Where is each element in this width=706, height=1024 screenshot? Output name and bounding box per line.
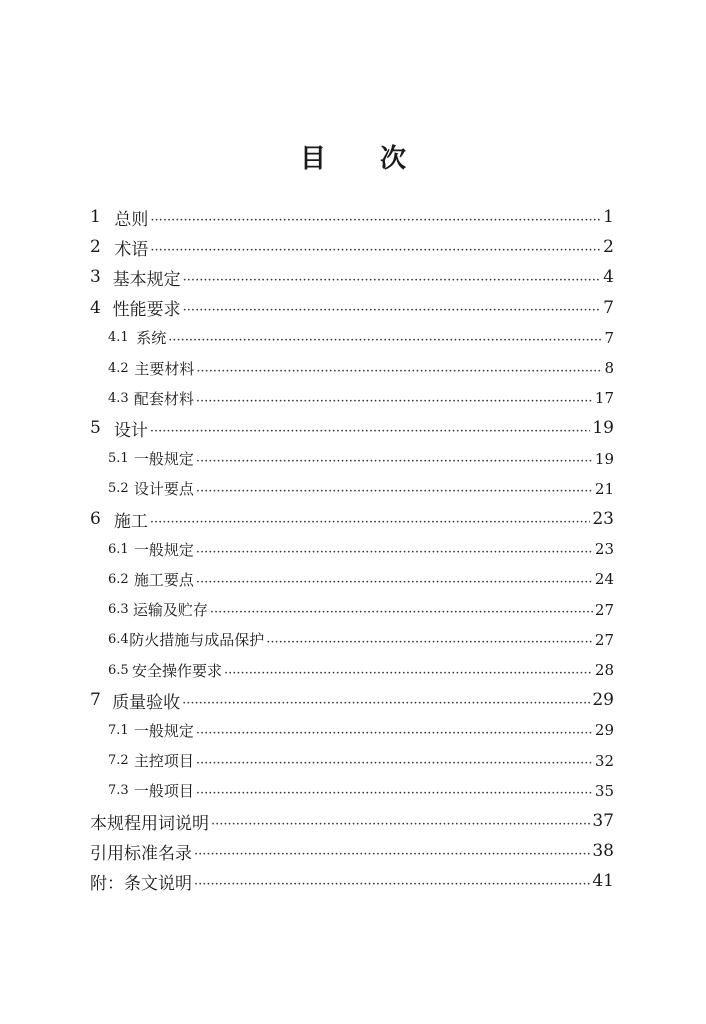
toc-dot-leader (194, 877, 590, 892)
toc-entry[interactable] (108, 564, 614, 594)
toc-entry[interactable] (108, 746, 614, 776)
toc-dot-leader (194, 847, 590, 862)
toc-entry-title: 质量验收 (112, 692, 181, 713)
toc-entry-title: 主控项目 (133, 752, 194, 771)
toc-entry[interactable] (108, 323, 614, 353)
toc-entry-title: 性能要求 (112, 300, 181, 321)
toc-entry-number: 4 (90, 297, 101, 318)
toc-entry-page-number: 24 (594, 570, 614, 589)
toc-dot-leader (196, 454, 593, 469)
toc-entry-number: 4.2 (108, 360, 129, 376)
toc-entry-number: 6.2 (108, 571, 129, 587)
toc-entry-number: 6.1 (108, 541, 129, 557)
toc-entry-page-number: 29 (594, 721, 614, 740)
toc-entry-title: 基本规定 (112, 269, 181, 290)
toc-entry-title: 安全操作要求 (131, 661, 222, 680)
toc-entry[interactable] (108, 383, 614, 413)
toc-entry-title: 配套材料 (133, 389, 194, 408)
toc-entry-number: 4.3 (108, 390, 129, 406)
toc-entry-number: 2 (90, 237, 101, 258)
toc-entry-number: 5.2 (108, 481, 129, 497)
toc-entry[interactable] (108, 444, 614, 474)
toc-dot-leader (196, 545, 593, 560)
toc-entry[interactable] (90, 293, 614, 323)
toc-entry-title: 运输及贮存 (132, 601, 208, 620)
toc-entry[interactable] (108, 353, 614, 383)
toc-dot-leader (150, 515, 591, 530)
toc-dot-leader (196, 756, 593, 771)
toc-entry-page-number: 21 (594, 479, 614, 498)
toc-entry[interactable] (90, 806, 614, 836)
toc-entry-page-number: 8 (604, 359, 614, 377)
toc-entry-title: 设计要点 (133, 480, 194, 499)
toc-entry[interactable] (90, 232, 614, 262)
toc-entry[interactable] (108, 474, 614, 504)
toc-dot-leader (196, 786, 593, 801)
toc-entry-page-number: 2 (603, 237, 614, 258)
toc-entry-title: 一般项目 (133, 782, 194, 801)
toc-entry-title: 引用标准名录 (90, 843, 192, 864)
toc-entry-title: 系统 (136, 329, 167, 348)
toc-entry-title: 附：条文说明 (90, 873, 192, 894)
toc-dot-leader (210, 605, 593, 620)
page-title (0, 138, 706, 175)
toc-entry-number: 7.3 (108, 783, 129, 799)
toc-entry-page-number: 38 (592, 841, 614, 862)
toc-dot-leader (224, 666, 593, 681)
toc-dot-leader (183, 273, 602, 288)
toc-entry-number: 1 (90, 207, 101, 227)
toc-entry-page-number: 7 (603, 297, 614, 318)
toc-entry-page-number: 28 (594, 661, 614, 679)
toc-dot-leader (150, 213, 601, 228)
toc-entry-page-number: 32 (594, 751, 614, 770)
toc-entry[interactable] (90, 413, 614, 443)
toc-entry-title: 主要材料 (134, 359, 195, 378)
page-title-char-2: 次 (380, 144, 407, 174)
toc-entry[interactable] (90, 836, 614, 866)
toc-entry[interactable] (108, 715, 614, 745)
toc-entry-page-number: 1 (603, 207, 614, 227)
toc-entry-number: 5.1 (108, 451, 129, 467)
toc-entry-page-number: 23 (594, 540, 614, 559)
toc-dot-leader (150, 243, 601, 258)
toc-entry-page-number: 35 (594, 781, 614, 800)
toc-entry-number: 7.1 (108, 722, 129, 738)
toc-entry-title: 一般规定 (133, 540, 194, 559)
toc-dot-leader (183, 303, 602, 318)
toc-entry-title: 设计 (113, 420, 148, 441)
toc-entry[interactable] (90, 202, 614, 232)
toc-entry-number: 3 (90, 267, 101, 288)
toc-entry-page-number: 37 (592, 811, 614, 831)
toc-dot-leader (196, 364, 602, 379)
toc-entry[interactable] (90, 685, 614, 715)
toc-entry-title: 一般规定 (133, 450, 194, 469)
toc-dot-leader (150, 424, 591, 439)
toc-entry[interactable] (90, 262, 614, 292)
toc-entry-page-number: 29 (592, 690, 614, 711)
toc-entry-number: 4.1 (108, 330, 129, 346)
toc-entry-number: 6 (90, 509, 101, 529)
toc-dot-leader (168, 333, 602, 348)
toc-dot-leader (211, 817, 590, 832)
toc-entry[interactable] (108, 625, 614, 655)
toc-entry-page-number: 4 (603, 267, 614, 288)
toc-entry-title: 总则 (114, 209, 149, 230)
toc-entry-page-number: 23 (592, 509, 614, 529)
toc-entry-number: 6.4 (108, 632, 129, 648)
toc-dot-leader (196, 394, 593, 409)
page-title-char-1: 目 (299, 144, 326, 174)
toc-dot-leader (182, 696, 590, 711)
toc-entry[interactable] (90, 504, 614, 534)
toc-entry-number: 5 (90, 418, 101, 439)
toc-dot-leader (196, 726, 593, 741)
toc-entry-title: 一般规定 (133, 721, 194, 740)
toc-entry-number: 6.5 (108, 662, 129, 678)
toc-entry-number: 6.3 (108, 602, 129, 618)
toc-entry[interactable] (108, 776, 614, 806)
toc-entry-number: 7 (90, 690, 101, 711)
toc-entry-page-number: 19 (592, 418, 614, 439)
toc-dot-leader (196, 484, 593, 499)
toc-entry-page-number: 7 (604, 328, 614, 347)
toc-entry-page-number: 19 (594, 449, 614, 468)
toc-entry[interactable] (108, 655, 614, 685)
toc-dot-leader (196, 575, 593, 590)
toc-entry[interactable] (108, 595, 614, 625)
toc-entry-title: 施工要点 (133, 570, 194, 589)
toc-entry-page-number: 17 (594, 389, 614, 408)
toc-entry-title: 术语 (114, 239, 149, 260)
toc-entry-title: 本规程用词说明 (90, 813, 209, 834)
toc-entry[interactable] (108, 534, 614, 564)
toc-dot-leader (266, 635, 593, 650)
toc-entry-page-number: 27 (594, 630, 614, 649)
toc-entry-page-number: 27 (594, 600, 614, 619)
toc-entry-page-number: 41 (592, 871, 614, 892)
toc-entry-title: 防火措施与成品保护 (129, 631, 265, 650)
toc-entry-title: 施工 (113, 511, 148, 532)
toc-entry-number: 7.2 (108, 753, 129, 769)
toc-entry[interactable] (90, 866, 614, 896)
